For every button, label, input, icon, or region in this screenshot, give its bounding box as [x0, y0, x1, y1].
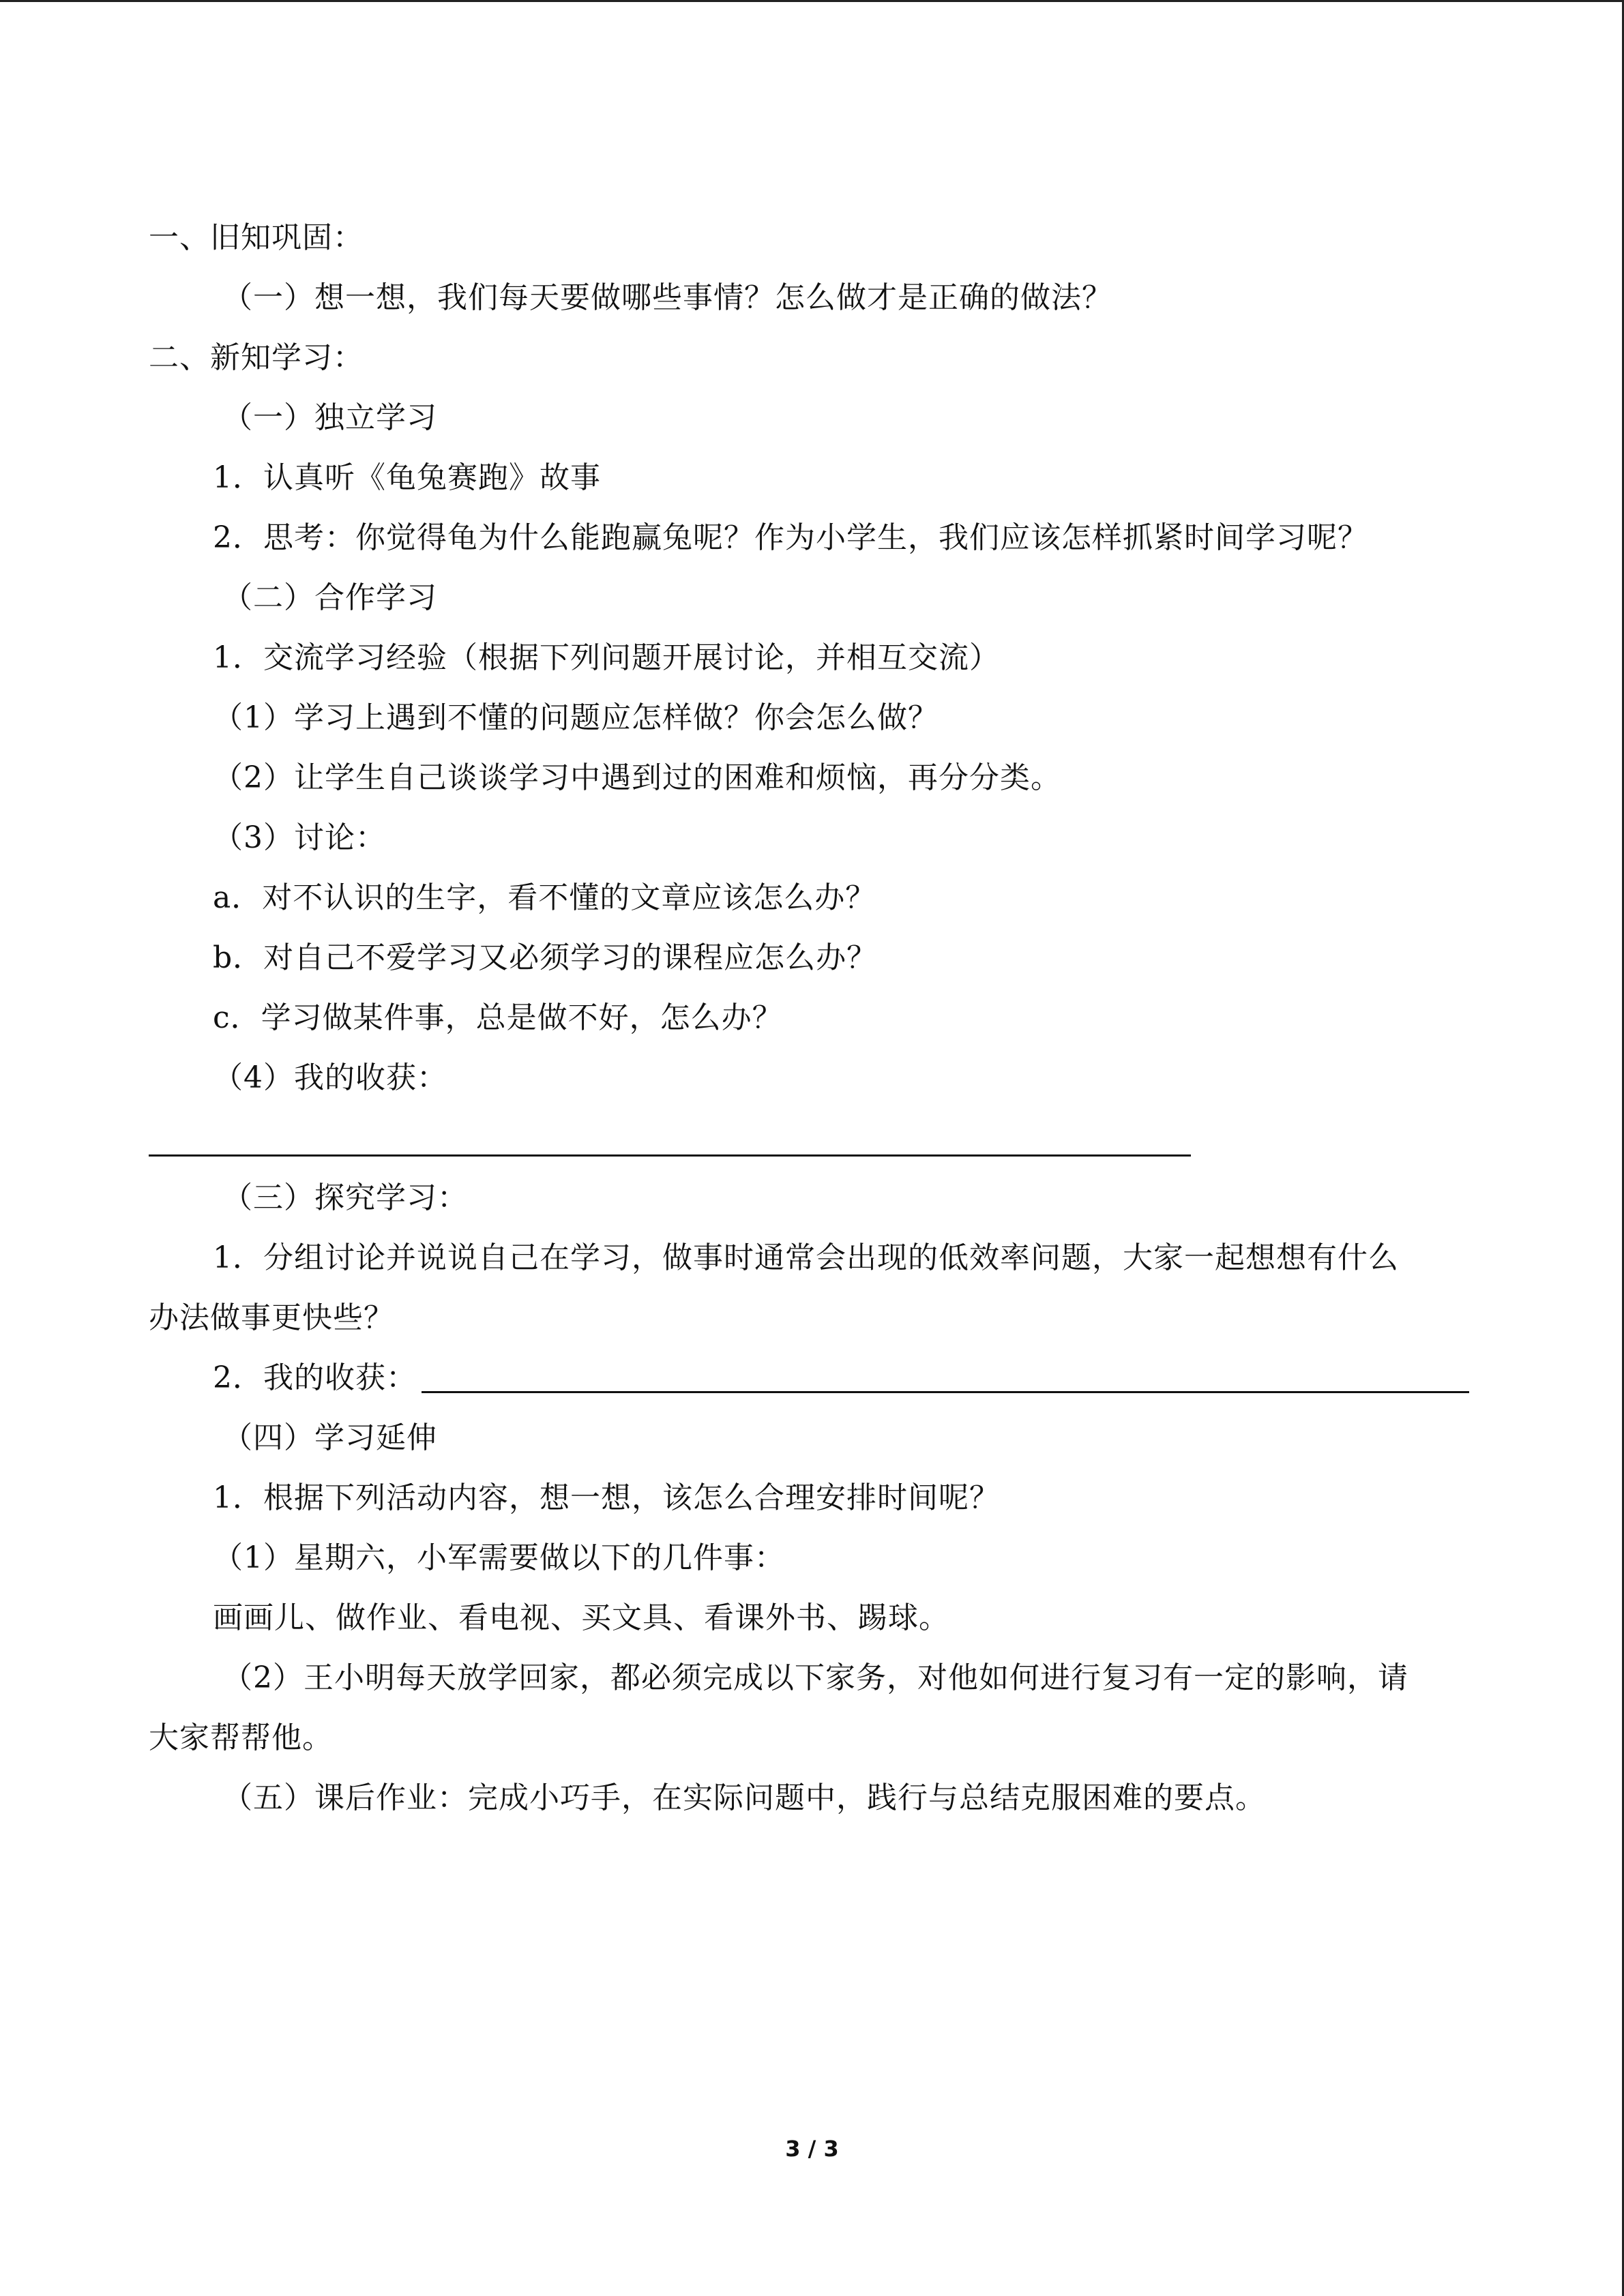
part-5-homework: （五）课后作业：完成小巧手，在实际问题中，践行与总结克服困难的要点。	[222, 1780, 1266, 1815]
answer-line-1	[149, 1154, 1191, 1157]
part-2-item-1: 1．交流学习经验（根据下列问题开展讨论，并相互交流）	[213, 640, 1000, 675]
part-1-heading: （一）独立学习	[222, 400, 437, 435]
part-2-question-c: c．学习做某件事，总是做不好，怎么办？	[213, 1000, 783, 1035]
part-3-item-1-line-2: 办法做事更快些？	[149, 1300, 394, 1335]
part-4-item-1: 1．根据下列活动内容，想一想，该怎么合理安排时间呢？	[213, 1480, 1000, 1515]
part-1-item-1: 1．认真听《龟兔赛跑》故事	[213, 460, 601, 495]
part-4-heading: （四）学习延伸	[222, 1420, 437, 1455]
answer-line-2	[422, 1391, 1469, 1393]
part-4-question-2-line-1: （2）王小明每天放学回家，都必须完成以下家务，对他如何进行复习有一定的影响，请	[222, 1660, 1408, 1695]
part-3-item-2: 2．我的收获：	[213, 1360, 417, 1395]
part-4-question-2-line-2: 大家帮帮他。	[149, 1720, 333, 1755]
section-1-question: （一）想一想，我们每天要做哪些事情？怎么做才是正确的做法？	[222, 280, 1112, 315]
part-2-question-2: （2）让学生自己谈谈学习中遇到过的困难和烦恼，再分分类。	[213, 760, 1061, 795]
part-3-item-1-line-1: 1．分组讨论并说说自己在学习，做事时通常会出现的低效率问题，大家一起想想有什么	[213, 1240, 1399, 1275]
part-2-question-4: （4）我的收获：	[213, 1060, 447, 1095]
part-2-question-3: （3）讨论：	[213, 820, 386, 855]
part-4-question-1-list: 画画儿、做作业、看电视、买文具、看课外书、踢球。	[213, 1600, 949, 1635]
part-2-question-a: a．对不认识的生字，看不懂的文章应该怎么办？	[213, 880, 876, 915]
section-1-heading: 一、旧知巩固：	[149, 220, 364, 255]
page-number: 3 / 3	[785, 2136, 839, 2162]
part-4-question-1: （1）星期六，小军需要做以下的几件事：	[213, 1540, 785, 1575]
part-2-question-b: b．对自己不爱学习又必须学习的课程应怎么办？	[213, 940, 878, 975]
part-2-heading: （二）合作学习	[222, 580, 437, 615]
part-3-heading: （三）探究学习：	[222, 1180, 468, 1215]
section-2-heading: 二、新知学习：	[149, 340, 364, 375]
part-2-question-1: （1）学习上遇到不懂的问题应怎样做？你会怎么做？	[213, 700, 939, 735]
part-1-item-2: 2．思考：你觉得龟为什么能跑赢兔呢？作为小学生，我们应该怎样抓紧时间学习呢？	[213, 520, 1368, 555]
